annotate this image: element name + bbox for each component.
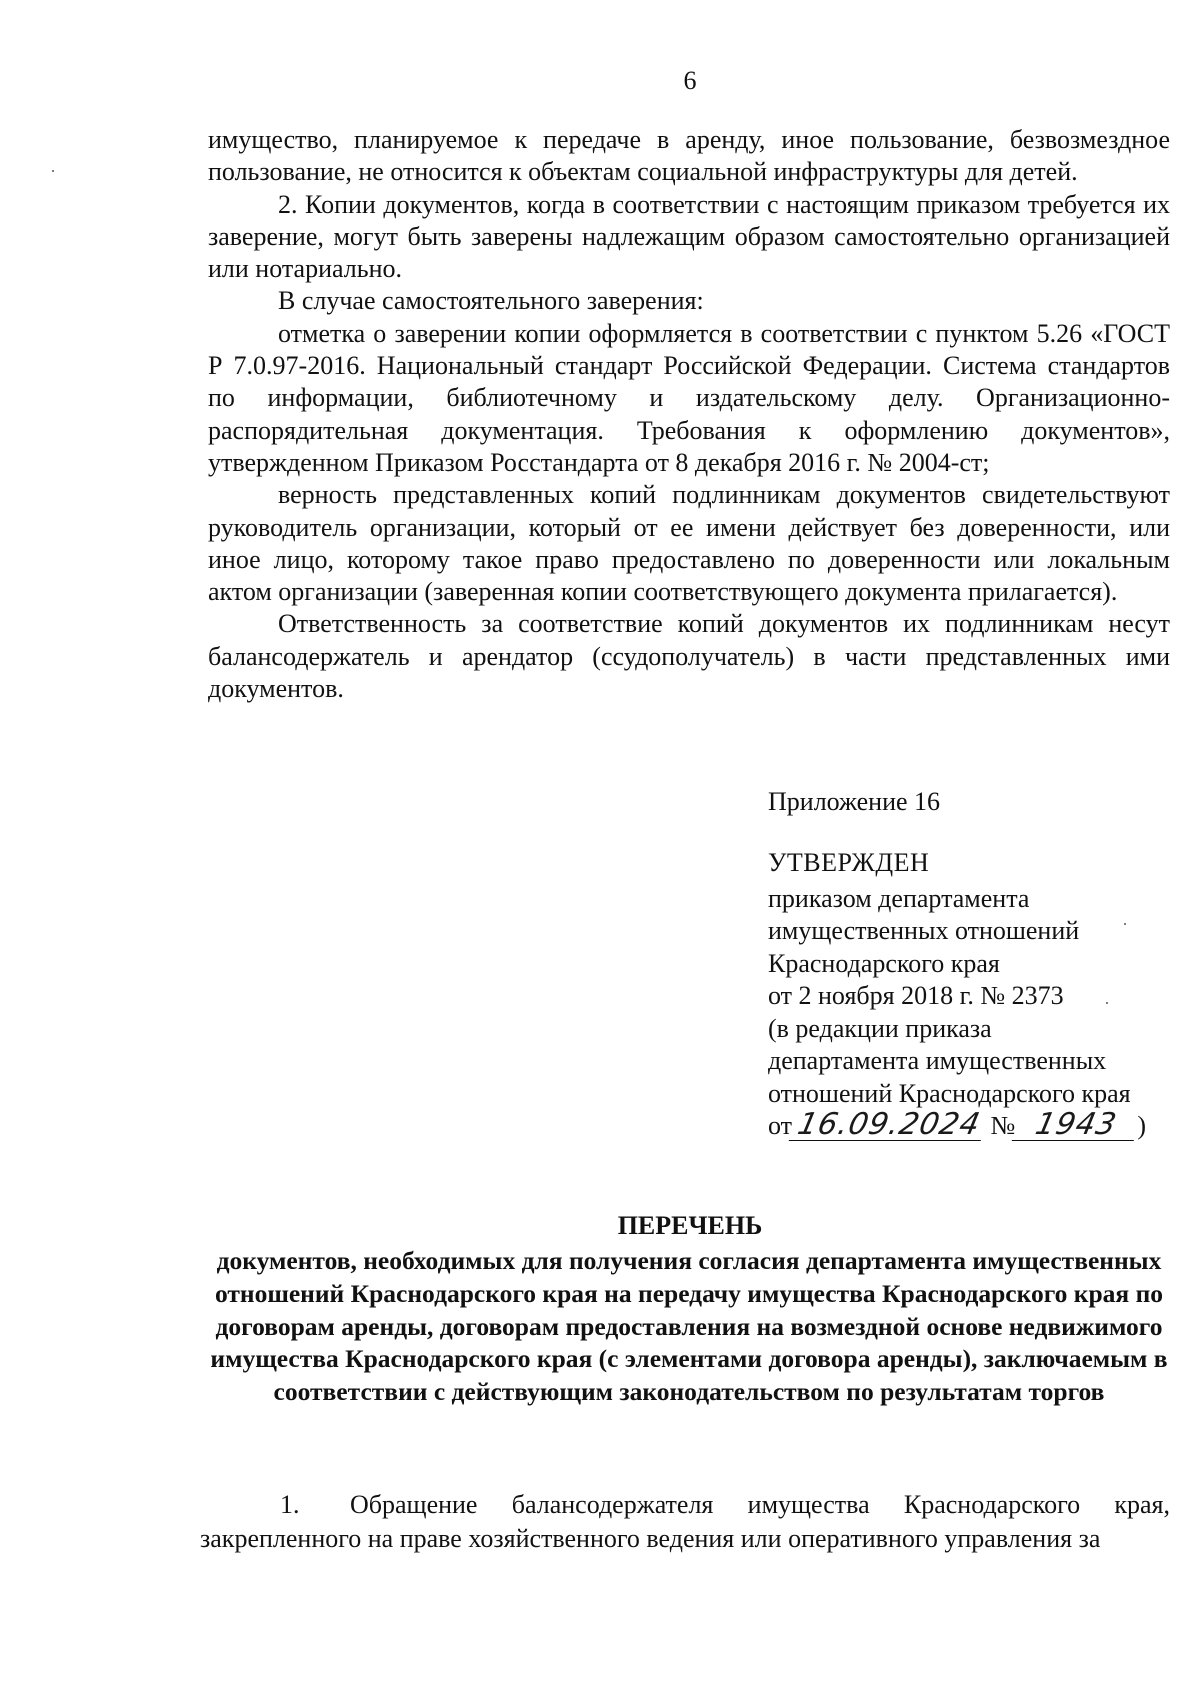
approval-line: отношений Краснодарского края — [768, 1078, 1131, 1108]
list-body — [200, 1488, 1170, 1556]
approval-signature-line — [768, 1107, 1178, 1143]
list-subtitle: документов, необходимых для получения согласия департамента имущественных отношений Краснодарского края на передачу имущества Краснодарского края по договорам аренды, договорам предоставления на возмездной основе недвижимого имущества Краснодарского края (с элементами договора аренды), заключаемым в соответствии с действующим законодательством по результатам торгов — [210, 1246, 1168, 1407]
paragraph-authenticity: верность представленных копий подлинникам документов свидетельствуют руководитель организации, который от ее имени действует без доверенности, или иное лицо, которому такое право предоставлено по доверенности или локальным актом организации (заверенная копии соответствующего документа прилагается). — [208, 480, 1170, 607]
approval-title: УТВЕРЖДЕН — [768, 848, 930, 877]
paragraph-self-certification: В случае самостоятельного заверения: — [278, 286, 704, 316]
list-item-number: 1. — [280, 1490, 300, 1519]
approval-line: от 2 ноября 2018 г. № 2373 — [768, 981, 1064, 1010]
page-number: 6 — [683, 66, 697, 95]
body-text — [208, 124, 1170, 705]
number-label: № — [990, 1111, 1016, 1140]
approval-line: департамента имущественных — [768, 1046, 1107, 1075]
scan-speck — [1124, 923, 1126, 925]
paragraph-copies: 2. Копии документов, когда в соответствии с настоящим приказом требуется их заверение, могут быть заверены надлежащим образом самостоятельно организацией или нотариально. — [208, 189, 1170, 284]
handwritten-date: 16.09.2024 — [789, 1110, 988, 1141]
from-label: от — [768, 1111, 793, 1140]
scan-speck — [1106, 1002, 1108, 1004]
closing-paren: ) — [1137, 1111, 1147, 1140]
paragraph-certification-mark: отметка о заверении копии оформляется в соответствии с пунктом 5.26 «ГОСТ Р 7.0.97-2016. Национальный стандарт Российской Федерации. Система стандартов по информации, библиотечному и издательскому делу. Организационно-распорядительная документация. Требования к оформлению документов», утвержденном Приказом Росстандарта от 8 декабря 2016 г. № 2004-ст; — [208, 318, 1170, 477]
approval-line: имущественных отношений — [768, 916, 1080, 945]
approval-line: Краснодарского края — [768, 948, 1000, 978]
approval-line: приказом департамента — [768, 883, 1030, 913]
annex-label: Приложение 16 — [768, 787, 941, 816]
paragraph-responsibility: Ответственность за соответствие копий документов их подлинникам несут балансодержатель и арендатор (ссудополучатель) в части представленных ими документов. — [208, 609, 1170, 704]
approval-line: (в редакции приказа — [768, 1013, 992, 1043]
list-item — [200, 1488, 1170, 1556]
list-item-text: Обращение балансодержателя имущества Краснодарского края, закрепленного на праве хозяйственного ведения или оперативного управления за — [200, 1490, 1170, 1553]
approval-block — [768, 847, 1178, 1143]
scan-speck — [52, 170, 54, 172]
handwritten-number: 1943 — [1012, 1110, 1141, 1141]
paragraph-continuation: имущество, планируемое к передаче в аренду, иное пользование, безвозмездное пользование, не относится к объектам социальной инфраструктуры для детей. — [208, 125, 1170, 187]
list-title: ПЕРЕЧЕНЬ — [617, 1211, 763, 1240]
